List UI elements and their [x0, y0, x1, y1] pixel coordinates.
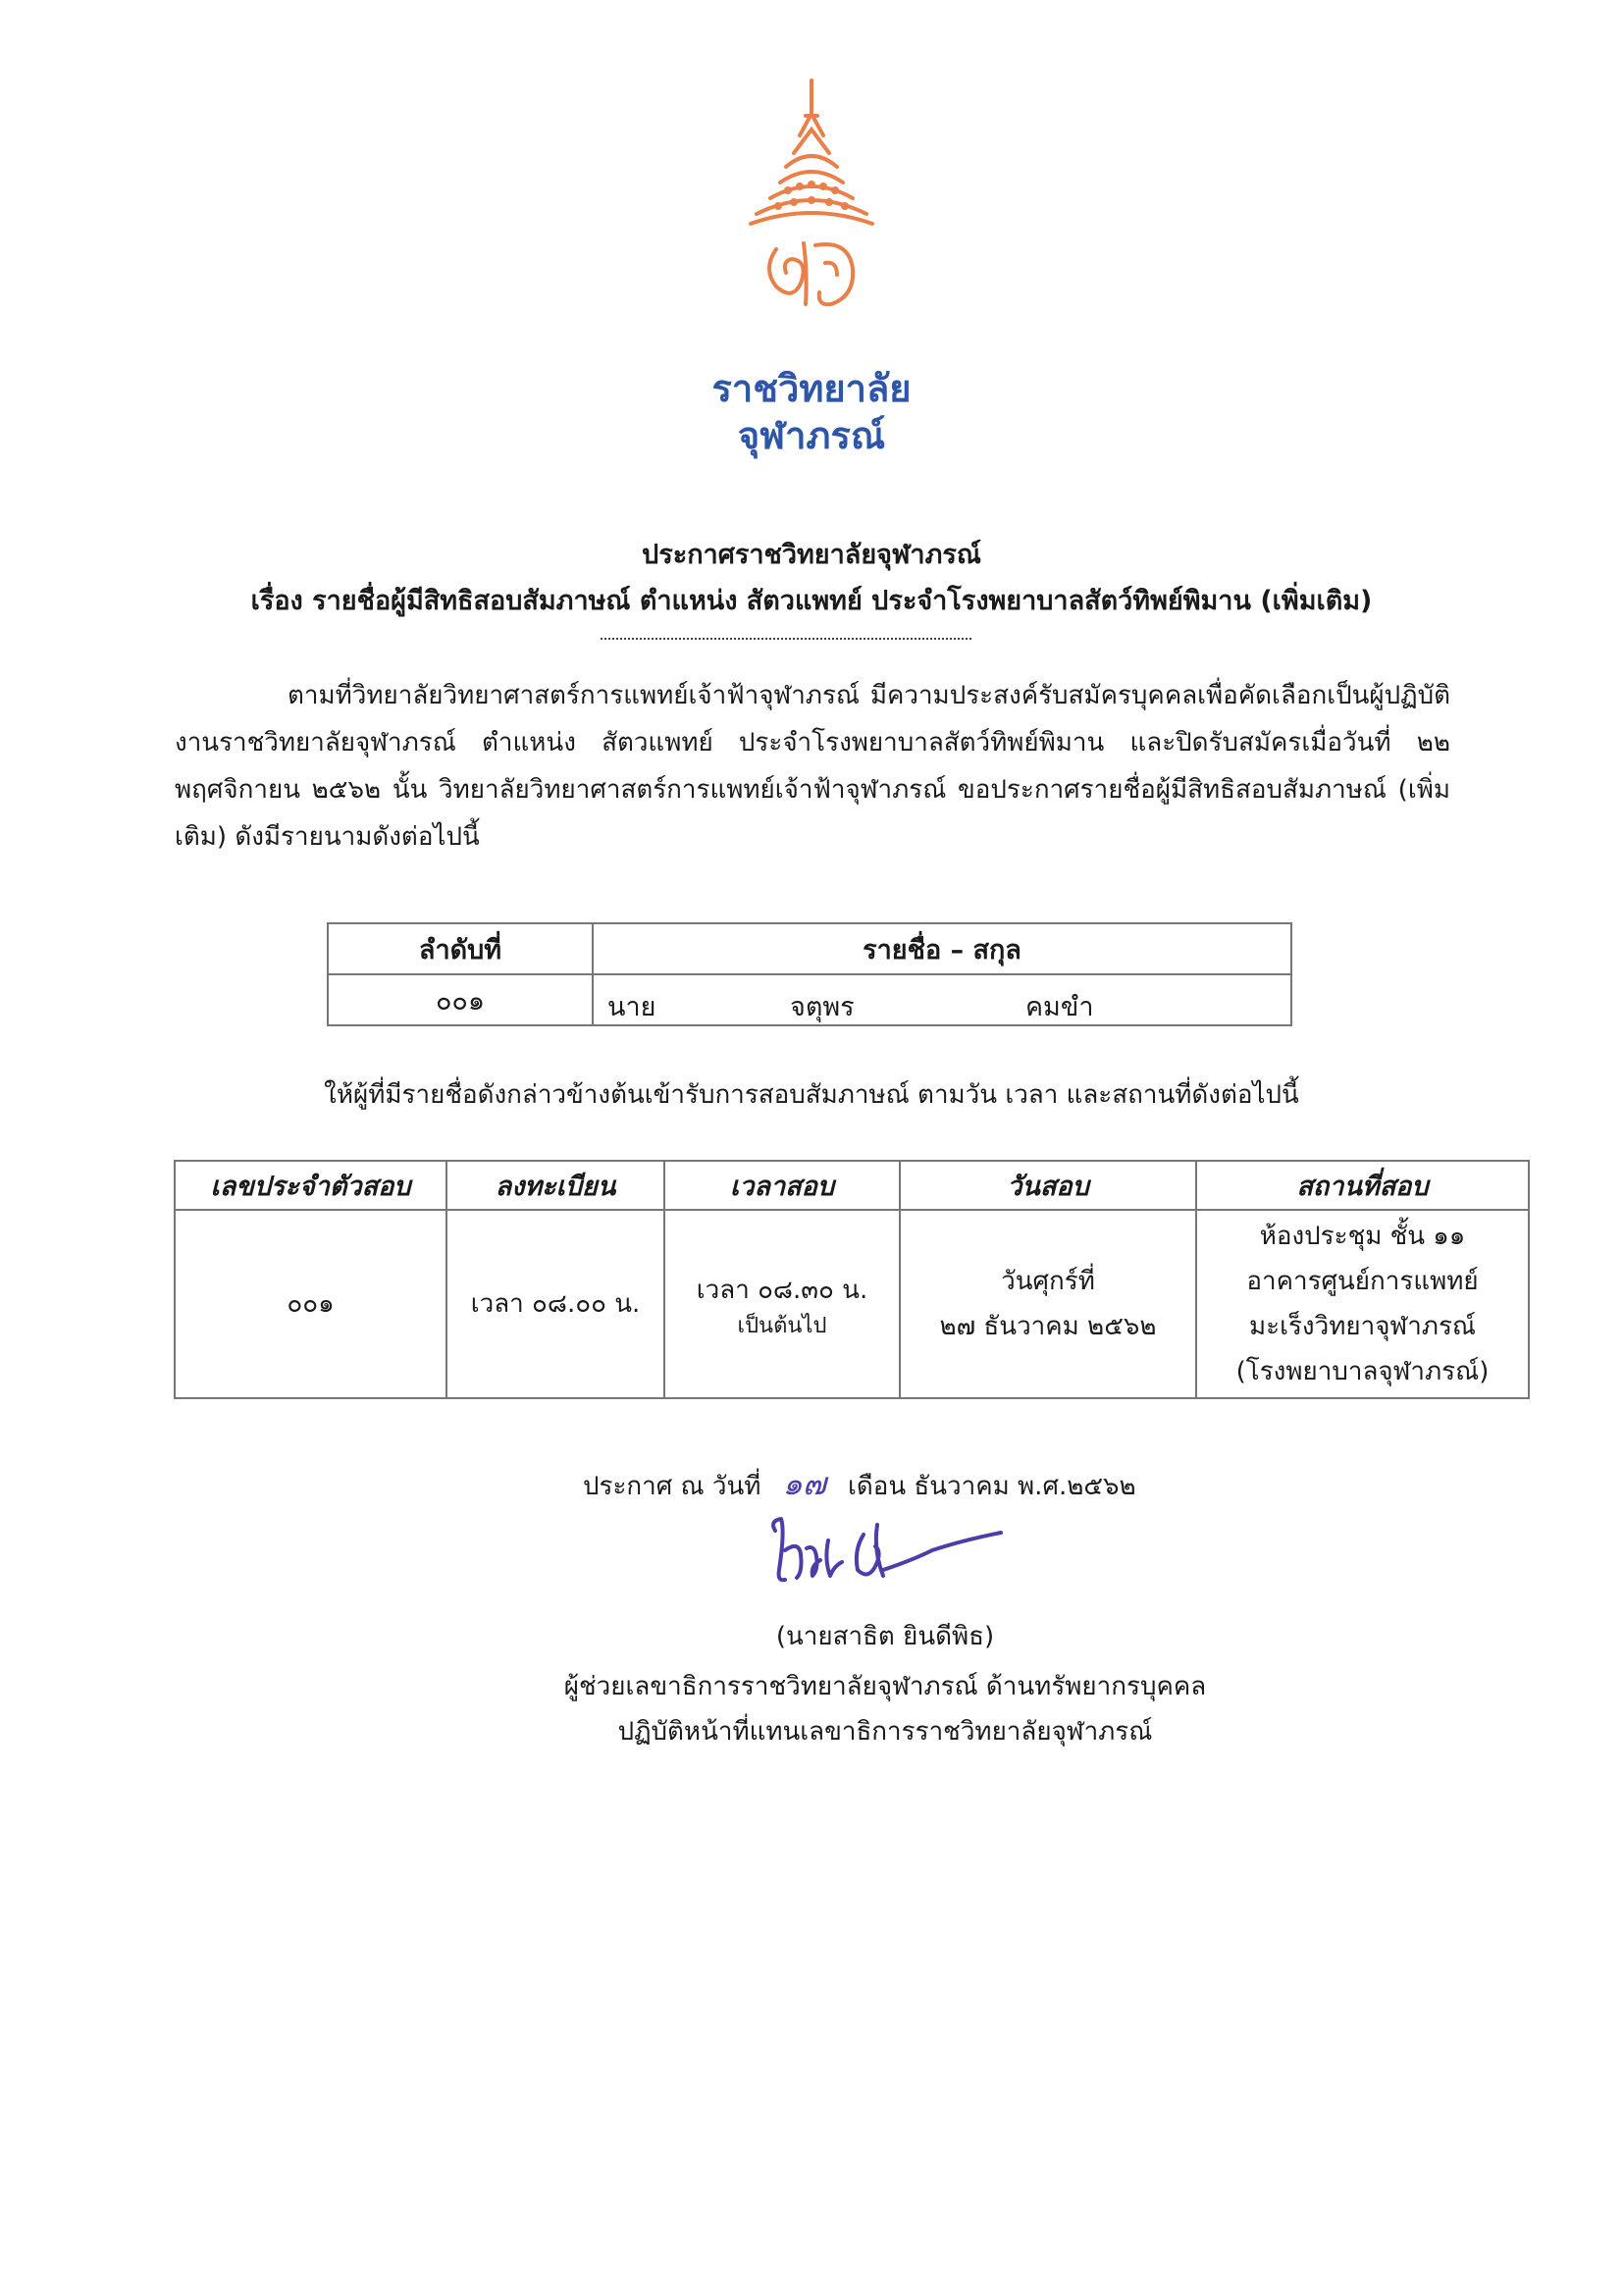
venue-cell	[1196, 1210, 1529, 1398]
candidate-names-table	[327, 922, 1292, 1026]
exam-time: เวลา ๐๘.๓๐ น.	[696, 1276, 868, 1305]
header-exam-date: วันสอบ	[900, 1161, 1196, 1210]
exam-date-line2: ๒๗ ธันวาคม ๒๕๖๒	[939, 1312, 1157, 1341]
signatory-acting-position: ปฏิบัติหน้าที่แทนเลขาธิการราชวิทยาลัยจุฬาภรณ์	[617, 1717, 1153, 1747]
header-exam-time: เวลาสอบ	[664, 1161, 900, 1210]
announcement-title: ประกาศราชวิทยาลัยจุฬาภรณ์	[642, 540, 981, 570]
candidate-title: นาย	[607, 992, 656, 1022]
venue-line1: ห้องประชุม ชั้น ๑๑	[1259, 1222, 1466, 1251]
institution-name-line2: จุฬาภรณ์	[737, 414, 886, 457]
table-header-row	[175, 1161, 1529, 1210]
handwritten-signature	[756, 1511, 1021, 1613]
header-registration: ลงทะเบียน	[446, 1161, 664, 1210]
header-exam-id: เลขประจำตัวสอบ	[175, 1161, 446, 1210]
signature-mark	[756, 1511, 1021, 1609]
candidate-first-name: จตุพร	[790, 992, 855, 1022]
exam-id-cell: ๐๐๑	[175, 1210, 446, 1398]
venue-line3: มะเร็งวิทยาจุฬาภรณ์	[1248, 1312, 1477, 1341]
header-number: ลำดับที่	[328, 923, 593, 974]
candidate-last-name: คมขำ	[1025, 992, 1094, 1022]
table-row	[328, 974, 1291, 1025]
announcement-subject: เรื่อง รายชื่อผู้มีสิทธิสอบสัมภาษณ์ ตำแหน่ง สัตวแพทย์ ประจำโรงพยาบาลสัตว์ทิพย์พิมาน (เพิ่มเติม)	[250, 586, 1373, 616]
exam-time-note: เป็นต้นไป	[737, 1314, 827, 1338]
venue-line4: (โรงพยาบาลจุฬาภรณ์)	[1235, 1357, 1490, 1386]
date-day: ๑๗	[782, 1465, 826, 1502]
header-venue: สถานที่สอบ	[1196, 1161, 1529, 1210]
table-header-row	[328, 923, 1291, 974]
header-name: รายชื่อ – สกุล	[593, 923, 1291, 974]
interview-schedule-table	[174, 1160, 1530, 1399]
royal-crown-emblem-icon	[743, 77, 880, 322]
exam-time-cell	[664, 1210, 900, 1398]
candidate-number: ๐๐๑	[328, 974, 593, 1025]
announcement-body	[175, 672, 1450, 861]
institution-name-line1: ราชวิทยาลัย	[711, 367, 912, 410]
institution-logo	[713, 77, 910, 322]
institution-name	[615, 365, 1008, 459]
venue-line2: อาคารศูนย์การแพทย์	[1246, 1267, 1479, 1296]
registration-cell: เวลา ๐๘.๐๐ น.	[446, 1210, 664, 1398]
dotted-divider	[601, 638, 971, 640]
signatory-name: (นายสาธิต ยินดีพิธ)	[775, 1622, 995, 1651]
candidate-name	[593, 974, 1291, 1025]
exam-date-line1: วันศุกร์ที่	[1001, 1267, 1095, 1296]
announcement-body-text: ตามที่วิทยาลัยวิทยาศาสตร์การแพทย์เจ้าฟ้าจุฬาภรณ์ มีความประสงค์รับสมัครบุคคลเพื่อคัดเลือกเป็นผู้ปฏิบัติงานราชวิทยาลัยจุฬาภรณ์ ตำแหน่ง สัตวแพทย์ ประจำโรงพยาบาลสัตว์ทิพย์พิมาน และปิดรับสมัครเมื่อวันที่ ๒๒ พฤศจิกายน ๒๕๖๒ นั้น วิทยาลัยวิทยาศาสตร์การแพทย์เจ้าฟ้าจุฬาภรณ์ ขอประกาศรายชื่อผู้มีสิทธิสอบสัมภาษณ์ (เพิ่มเติม) ดังมีรายนามดังต่อไปนี้	[175, 681, 1450, 852]
date-prefix: ประกาศ ณ วันที่	[583, 1472, 761, 1501]
interview-intro: ให้ผู้ที่มีรายชื่อดังกล่าวข้างต้นเข้ารับการสอบสัมภาษณ์ ตามวัน เวลา และสถานที่ดังต่อไปนี้	[324, 1080, 1299, 1110]
table-row	[175, 1210, 1529, 1398]
date-month-year: เดือน ธันวาคม พ.ศ.๒๕๖๒	[847, 1472, 1136, 1501]
signatory-position: ผู้ช่วยเลขาธิการราชวิทยาลัยจุฬาภรณ์ ด้านทรัพยากรบุคคล	[563, 1672, 1207, 1701]
announcement-date	[583, 1459, 1136, 1509]
exam-date-cell	[900, 1210, 1196, 1398]
